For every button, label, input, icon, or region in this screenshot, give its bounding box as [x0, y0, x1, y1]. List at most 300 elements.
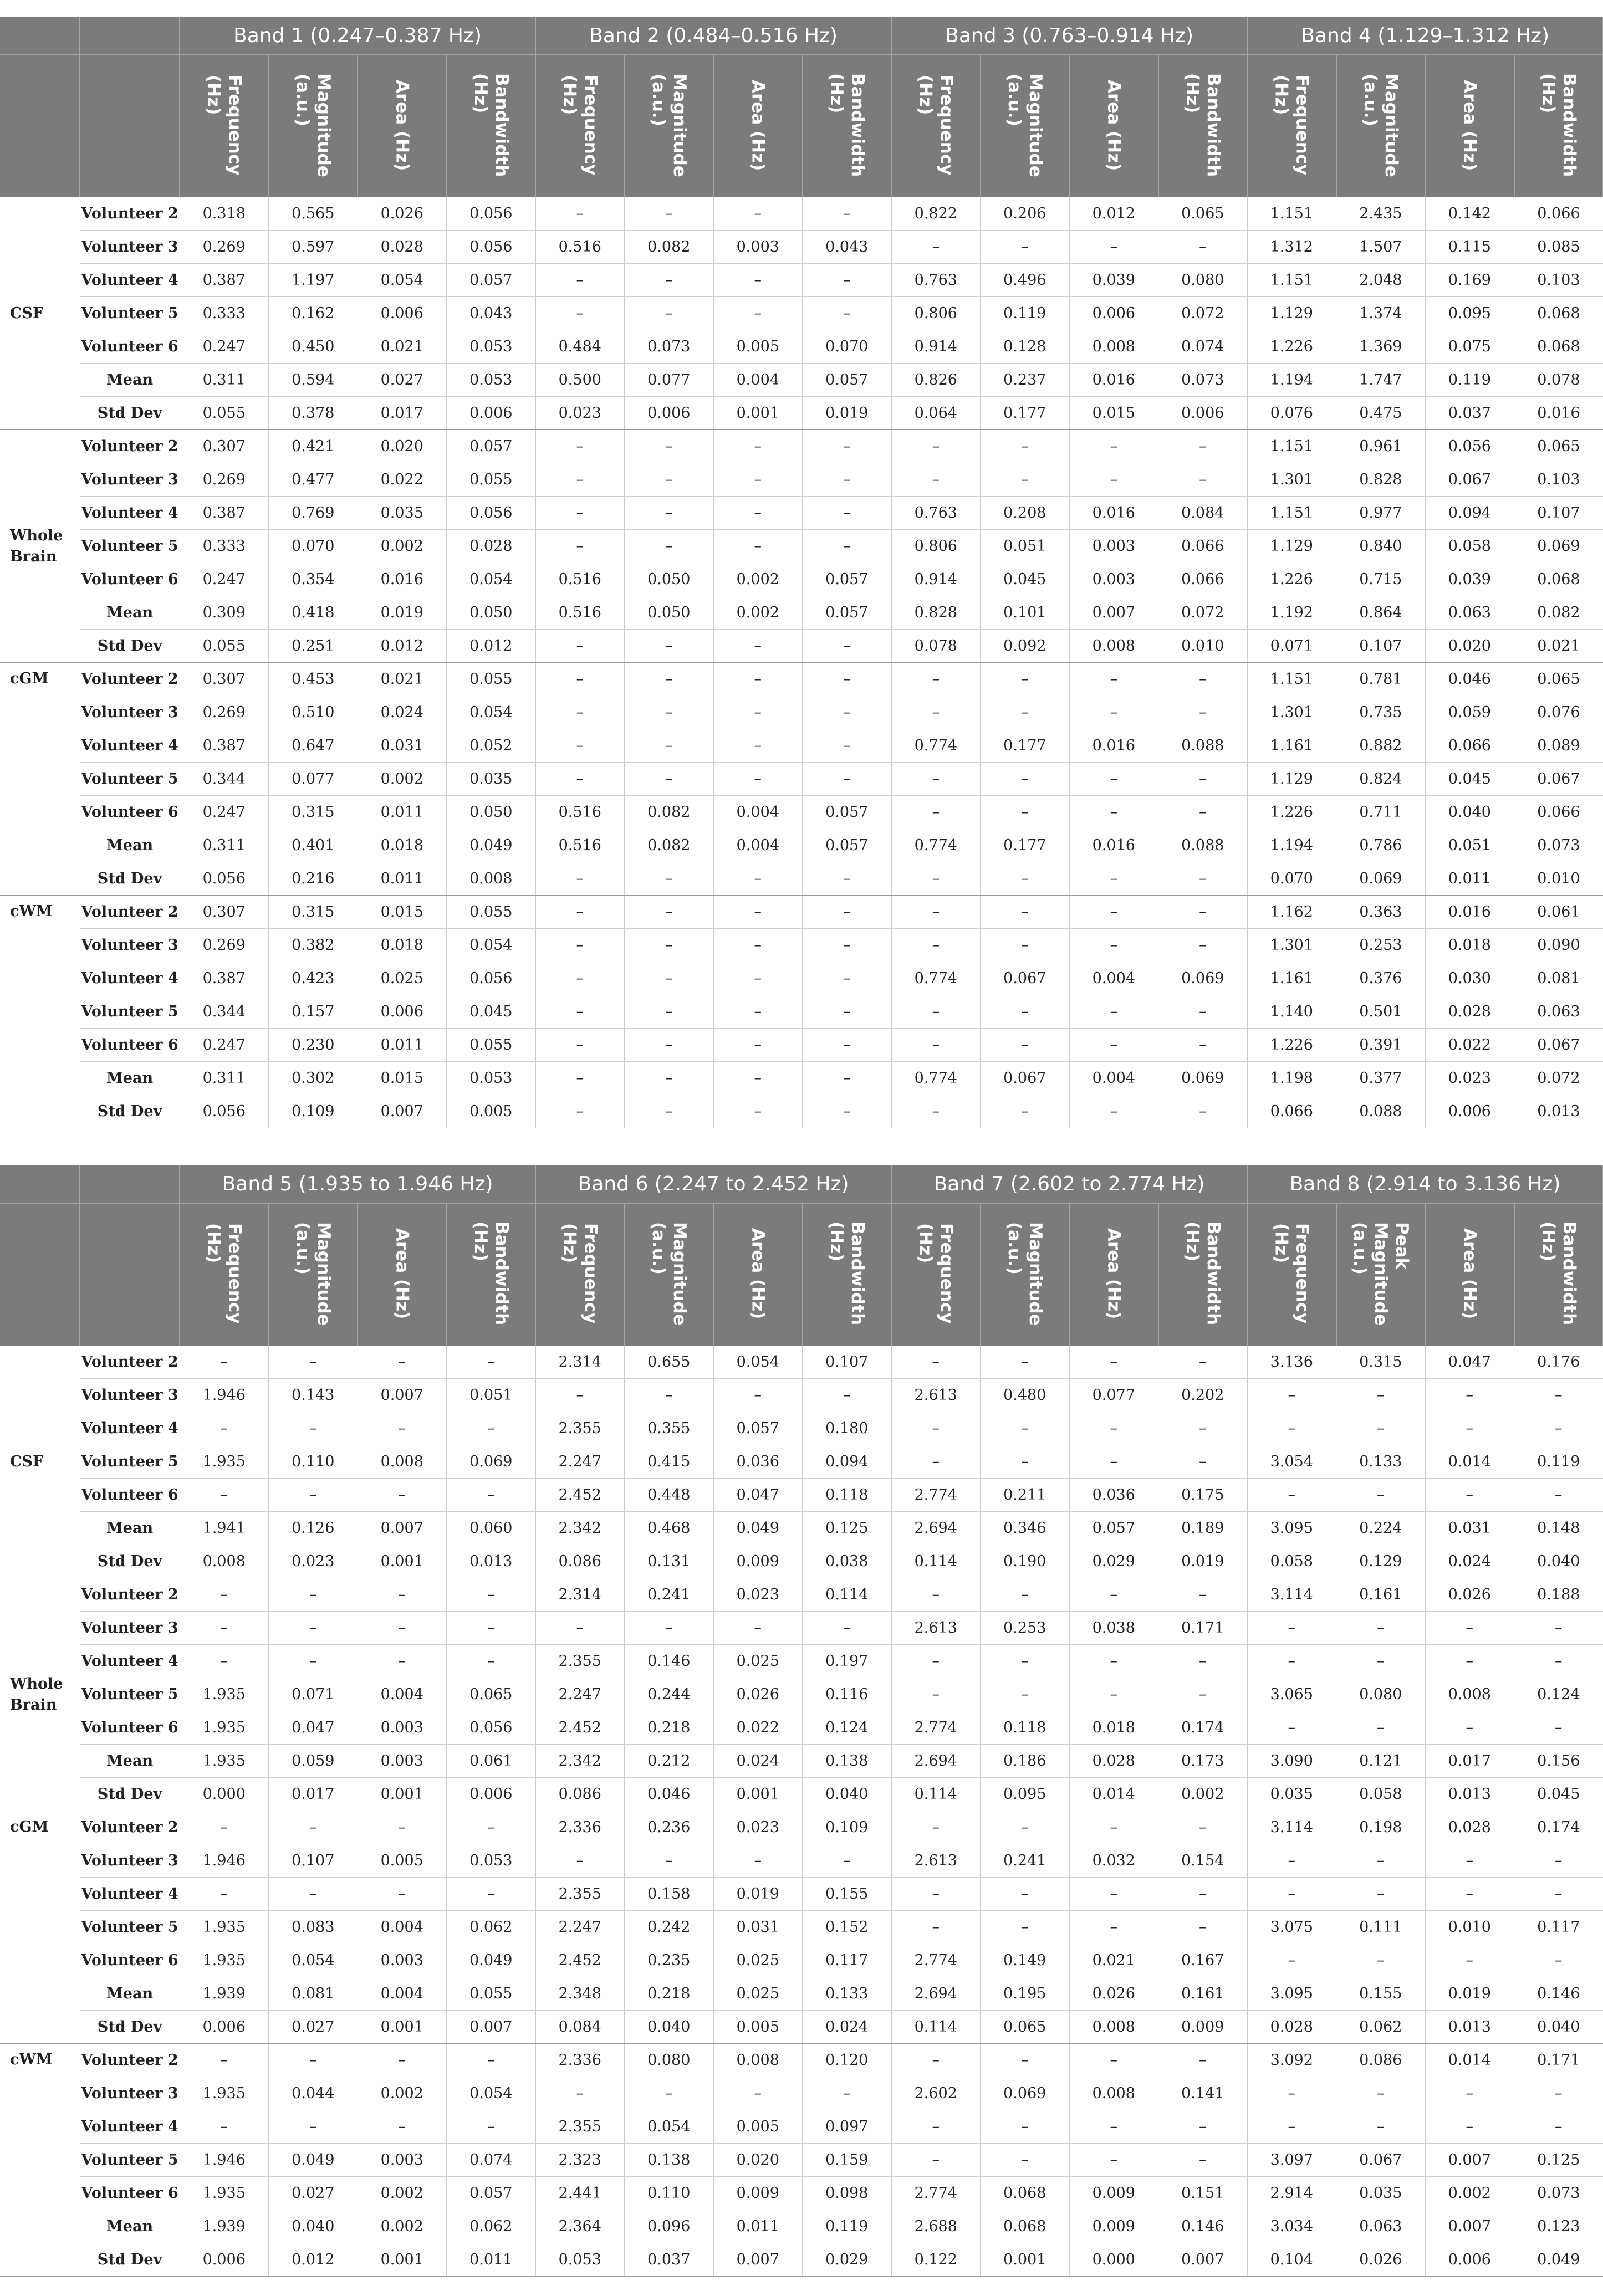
data-cell: –	[625, 929, 714, 962]
data-cell: –	[891, 1878, 981, 1911]
data-cell: –	[180, 2044, 269, 2077]
data-cell: 0.119	[981, 297, 1070, 330]
data-cell: –	[891, 1445, 981, 1479]
data-cell: 1.935	[180, 1745, 269, 1778]
row-label: Volunteer 6	[80, 330, 180, 364]
data-cell: 0.501	[1336, 995, 1426, 1029]
group-label: cGM	[0, 663, 80, 896]
data-cell: –	[891, 896, 981, 929]
data-cell: –	[269, 1578, 358, 1612]
data-cell: 0.453	[269, 663, 358, 696]
data-cell: 3.114	[1247, 1811, 1336, 1844]
row-label: Mean	[80, 2210, 180, 2243]
column-header	[1425, 55, 1514, 197]
data-cell: 0.074	[1158, 330, 1248, 364]
data-cell: 0.077	[1069, 1379, 1158, 1412]
data-cell: –	[1247, 1878, 1336, 1911]
data-cell: 0.002	[713, 596, 803, 630]
data-cell: –	[803, 1029, 892, 1062]
data-cell: 0.073	[1514, 2177, 1603, 2210]
row-label: Volunteer 4	[80, 1878, 180, 1911]
header-corner-group	[0, 17, 80, 55]
data-cell: 0.080	[625, 2044, 714, 2077]
data-cell: –	[535, 1062, 625, 1095]
data-cell: –	[803, 197, 892, 231]
data-cell: 0.067	[981, 1062, 1070, 1095]
data-cell: 0.516	[535, 796, 625, 829]
data-cell: 0.009	[713, 2177, 803, 2210]
data-cell: 0.019	[1425, 1977, 1514, 2011]
data-cell: 0.269	[180, 929, 269, 962]
data-cell: 0.208	[981, 497, 1070, 530]
group-label: Whole Brain	[0, 430, 80, 663]
data-cell: –	[1336, 2110, 1426, 2144]
column-header-text: Area (Hz)	[1104, 79, 1124, 171]
row-label: Volunteer 2	[80, 1578, 180, 1612]
data-cell: 0.040	[1514, 1545, 1603, 1578]
data-cell: 0.001	[358, 2011, 447, 2044]
data-cell: 0.003	[1069, 530, 1158, 563]
data-cell: 0.307	[180, 430, 269, 463]
data-cell: –	[358, 1645, 447, 1678]
data-cell: 0.315	[269, 796, 358, 829]
data-cell: 0.094	[1425, 497, 1514, 530]
data-cell: 0.005	[358, 1844, 447, 1878]
column-header	[891, 55, 981, 197]
data-cell: 3.114	[1247, 1578, 1336, 1612]
data-cell: 0.097	[803, 2110, 892, 2144]
data-cell: –	[1069, 995, 1158, 1029]
data-cell: 0.008	[180, 1545, 269, 1578]
data-cell: 0.236	[625, 1811, 714, 1844]
data-cell: 0.824	[1336, 763, 1426, 796]
data-cell: 0.594	[269, 364, 358, 397]
data-cell: –	[535, 896, 625, 929]
data-cell: –	[535, 763, 625, 796]
data-cell: 0.089	[1514, 729, 1603, 763]
data-cell: –	[180, 1612, 269, 1645]
data-cell: 0.027	[358, 364, 447, 397]
data-cell: 0.082	[625, 829, 714, 862]
data-cell: 0.774	[891, 829, 981, 862]
data-cell: –	[713, 463, 803, 497]
table-row	[0, 796, 1603, 829]
data-cell: 0.058	[1336, 1778, 1426, 1811]
data-cell: 0.186	[981, 1745, 1070, 1778]
column-header-text: Frequency (Hz)	[915, 1223, 957, 1324]
data-cell: –	[358, 1878, 447, 1911]
data-cell: –	[1069, 430, 1158, 463]
data-cell: 0.333	[180, 530, 269, 563]
column-header	[180, 1203, 269, 1346]
data-cell: 0.004	[1069, 962, 1158, 995]
data-cell: –	[891, 663, 981, 696]
data-cell: 1.939	[180, 2210, 269, 2243]
data-cell: 0.247	[180, 1029, 269, 1062]
column-header-text: Bandwidth (Hz)	[826, 1221, 867, 1326]
data-cell: –	[1069, 796, 1158, 829]
data-cell: 2.452	[535, 1711, 625, 1745]
data-cell: –	[1158, 1878, 1248, 1911]
data-cell: 2.602	[891, 2077, 981, 2110]
data-cell: 0.107	[803, 1346, 892, 1379]
data-cell: –	[981, 1412, 1070, 1445]
data-cell: 0.080	[1336, 1678, 1426, 1711]
column-header-text: Bandwidth (Hz)	[470, 1221, 512, 1326]
data-cell: 0.822	[891, 197, 981, 231]
data-cell: –	[891, 463, 981, 497]
band-title: Band 8 (2.914 to 3.136 Hz)	[1247, 1165, 1603, 1203]
data-cell: 1.198	[1247, 1062, 1336, 1095]
data-cell: 1.226	[1247, 796, 1336, 829]
data-cell: –	[803, 1062, 892, 1095]
data-cell: 0.045	[981, 563, 1070, 596]
column-header-text: Area (Hz)	[1104, 1228, 1124, 1320]
data-cell: 0.002	[713, 563, 803, 596]
data-cell: 0.049	[713, 1512, 803, 1545]
data-cell: –	[803, 630, 892, 663]
column-header-text: Magnitude (a.u.)	[1004, 1221, 1045, 1326]
data-cell: 0.071	[269, 1678, 358, 1711]
data-cell: –	[1425, 1612, 1514, 1645]
data-cell: 0.046	[625, 1778, 714, 1811]
data-cell: 0.054	[447, 563, 536, 596]
column-header-row	[0, 1203, 1603, 1346]
data-cell: 0.006	[180, 2011, 269, 2044]
data-cell: 0.510	[269, 696, 358, 729]
data-cell: –	[1247, 1944, 1336, 1977]
data-cell: –	[713, 630, 803, 663]
data-cell: –	[1158, 430, 1248, 463]
column-header	[269, 55, 358, 197]
data-cell: –	[535, 696, 625, 729]
data-cell: 1.226	[1247, 563, 1336, 596]
data-cell: 0.031	[358, 729, 447, 763]
data-cell: –	[535, 1612, 625, 1645]
data-cell: 0.173	[1158, 1745, 1248, 1778]
data-cell: 0.202	[1158, 1379, 1248, 1412]
data-cell: 0.003	[1069, 563, 1158, 596]
data-cell: 0.050	[447, 796, 536, 829]
data-cell: 0.111	[1336, 1911, 1426, 1944]
data-cell: 0.054	[358, 264, 447, 297]
data-cell: 3.054	[1247, 1445, 1336, 1479]
table-row	[0, 1711, 1603, 1745]
data-cell: 0.061	[447, 1745, 536, 1778]
data-cell: –	[1069, 2144, 1158, 2177]
data-cell: –	[713, 763, 803, 796]
data-cell: –	[1247, 1844, 1336, 1878]
table-row	[0, 1379, 1603, 1412]
data-cell: 0.040	[1425, 796, 1514, 829]
data-cell: 0.114	[891, 1778, 981, 1811]
data-cell: –	[447, 1811, 536, 1844]
data-cell: 0.035	[1247, 1778, 1336, 1811]
data-cell: –	[1069, 2110, 1158, 2144]
data-cell: –	[1158, 763, 1248, 796]
data-cell: 0.311	[180, 829, 269, 862]
data-cell: –	[981, 663, 1070, 696]
data-cell: 0.055	[180, 630, 269, 663]
data-cell: –	[1158, 1029, 1248, 1062]
data-cell: 2.355	[535, 1645, 625, 1678]
data-cell: 0.109	[803, 1811, 892, 1844]
data-cell: 0.011	[358, 1029, 447, 1062]
data-cell: 0.078	[1514, 364, 1603, 397]
data-cell: –	[803, 430, 892, 463]
data-cell: 0.131	[625, 1545, 714, 1578]
data-cell: 0.011	[358, 862, 447, 896]
data-cell: 0.054	[269, 1944, 358, 1977]
data-cell: 0.004	[713, 829, 803, 862]
data-cell: 2.247	[535, 1911, 625, 1944]
data-cell: 0.028	[447, 530, 536, 563]
row-label: Volunteer 3	[80, 231, 180, 264]
data-cell: –	[1514, 1645, 1603, 1678]
data-cell: 0.475	[1336, 397, 1426, 430]
data-cell: 0.053	[447, 364, 536, 397]
data-cell: –	[981, 862, 1070, 896]
data-cell: –	[447, 1578, 536, 1612]
table-row	[0, 962, 1603, 995]
data-cell: 0.056	[447, 962, 536, 995]
row-label: Volunteer 2	[80, 1346, 180, 1379]
data-cell: –	[891, 696, 981, 729]
data-cell: –	[891, 796, 981, 829]
data-cell: 0.062	[447, 2210, 536, 2243]
data-cell: 0.022	[358, 463, 447, 497]
row-label: Volunteer 6	[80, 2177, 180, 2210]
data-cell: 0.065	[447, 1678, 536, 1711]
data-cell: –	[713, 663, 803, 696]
data-cell: 0.094	[803, 1445, 892, 1479]
data-cell: –	[713, 729, 803, 763]
data-cell: 0.086	[535, 1545, 625, 1578]
data-cell: –	[981, 929, 1070, 962]
data-cell: –	[1069, 1412, 1158, 1445]
column-header	[1425, 1203, 1514, 1346]
data-cell: 0.158	[625, 1878, 714, 1911]
column-header-text: Bandwidth (Hz)	[470, 73, 512, 177]
row-label: Mean	[80, 1745, 180, 1778]
data-cell: –	[713, 2077, 803, 2110]
data-cell: 0.450	[269, 330, 358, 364]
data-cell: –	[981, 995, 1070, 1029]
data-cell: 0.120	[803, 2044, 892, 2077]
data-cell: 0.516	[535, 596, 625, 630]
column-header-text: Magnitude (a.u.)	[648, 73, 690, 177]
data-cell: 0.022	[1425, 1029, 1514, 1062]
data-cell: 0.655	[625, 1346, 714, 1379]
data-cell: 0.055	[447, 663, 536, 696]
data-cell: 0.138	[625, 2144, 714, 2177]
data-cell: 1.301	[1247, 463, 1336, 497]
data-cell: –	[803, 463, 892, 497]
band-title: Band 1 (0.247–0.387 Hz)	[180, 17, 535, 55]
data-cell: –	[713, 430, 803, 463]
data-cell: –	[891, 862, 981, 896]
data-cell: –	[269, 2044, 358, 2077]
data-cell: 0.190	[981, 1545, 1070, 1578]
data-cell: 0.009	[1158, 2011, 1248, 2044]
data-cell: 0.011	[713, 2210, 803, 2243]
data-cell: 0.840	[1336, 530, 1426, 563]
data-cell: 0.088	[1158, 729, 1248, 763]
data-cell: 0.082	[1514, 596, 1603, 630]
data-cell: 0.029	[803, 2243, 892, 2277]
column-header	[1158, 1203, 1248, 1346]
data-cell: 0.040	[1514, 2011, 1603, 2044]
data-cell: –	[803, 1844, 892, 1878]
data-cell: –	[1069, 1095, 1158, 1128]
data-cell: 0.044	[269, 2077, 358, 2110]
data-cell: 0.516	[535, 231, 625, 264]
data-cell: 0.037	[625, 2243, 714, 2277]
data-cell: 2.774	[891, 1711, 981, 1745]
data-cell: –	[1336, 1711, 1426, 1745]
data-cell: 0.056	[447, 1711, 536, 1745]
data-cell: –	[535, 1844, 625, 1878]
row-label: Volunteer 5	[80, 1445, 180, 1479]
data-cell: –	[625, 763, 714, 796]
data-cell: 0.133	[1336, 1445, 1426, 1479]
column-header	[1514, 1203, 1603, 1346]
data-cell: –	[713, 1379, 803, 1412]
data-cell: –	[1069, 1811, 1158, 1844]
data-cell: 1.935	[180, 2077, 269, 2110]
column-header-text: Bandwidth (Hz)	[1182, 1221, 1223, 1326]
column-header	[269, 1203, 358, 1346]
data-cell: –	[713, 929, 803, 962]
data-cell: 0.039	[1069, 264, 1158, 297]
data-cell: –	[981, 1678, 1070, 1711]
table-row	[0, 364, 1603, 397]
row-label: Volunteer 6	[80, 563, 180, 596]
data-cell: 0.068	[1514, 297, 1603, 330]
data-cell: 0.006	[447, 1778, 536, 1811]
table-row	[0, 1578, 1603, 1612]
column-header	[1336, 55, 1426, 197]
data-cell: 0.914	[891, 330, 981, 364]
data-cell: 0.103	[1514, 264, 1603, 297]
column-header	[625, 55, 714, 197]
data-cell: 0.031	[713, 1911, 803, 1944]
data-cell: 0.069	[1158, 962, 1248, 995]
data-cell: 0.786	[1336, 829, 1426, 862]
data-cell: –	[625, 1844, 714, 1878]
data-cell: 0.067	[1336, 2144, 1426, 2177]
data-cell: 0.468	[625, 1512, 714, 1545]
data-cell: 0.311	[180, 364, 269, 397]
data-cell: –	[1336, 1645, 1426, 1678]
data-cell: 1.162	[1247, 896, 1336, 929]
data-cell: 0.019	[803, 397, 892, 430]
data-cell: 0.311	[180, 1062, 269, 1095]
data-cell: –	[535, 630, 625, 663]
data-cell: 0.224	[1336, 1512, 1426, 1545]
data-cell: 0.423	[269, 962, 358, 995]
data-cell: –	[803, 962, 892, 995]
data-cell: 0.309	[180, 596, 269, 630]
row-label: Volunteer 2	[80, 663, 180, 696]
data-cell: 0.092	[981, 630, 1070, 663]
data-cell: 0.114	[891, 2011, 981, 2044]
data-cell: 0.002	[1158, 1778, 1248, 1811]
data-cell: –	[535, 663, 625, 696]
data-cell: 0.052	[447, 729, 536, 763]
data-cell: –	[535, 962, 625, 995]
data-cell: 2.774	[891, 1944, 981, 1977]
data-cell: 0.155	[1336, 1977, 1426, 2011]
data-cell: –	[1158, 2144, 1248, 2177]
data-cell: 0.126	[269, 1512, 358, 1545]
data-cell: 0.056	[447, 231, 536, 264]
data-cell: –	[358, 1612, 447, 1645]
data-cell: 0.007	[713, 2243, 803, 2277]
data-cell: 0.003	[358, 1944, 447, 1977]
data-cell: –	[1514, 1412, 1603, 1445]
data-cell: 0.251	[269, 630, 358, 663]
data-cell: 0.090	[1514, 929, 1603, 962]
data-cell: 0.068	[1514, 330, 1603, 364]
data-cell: –	[535, 264, 625, 297]
data-cell: 0.004	[713, 796, 803, 829]
data-cell: 0.007	[1425, 2210, 1514, 2243]
data-cell: 0.028	[1425, 995, 1514, 1029]
data-cell: 0.148	[1514, 1512, 1603, 1545]
data-cell: 0.019	[1158, 1545, 1248, 1578]
data-cell: 0.484	[535, 330, 625, 364]
data-cell: 0.000	[1069, 2243, 1158, 2277]
data-cell: 0.049	[269, 2144, 358, 2177]
data-cell: –	[803, 264, 892, 297]
data-cell: –	[180, 1645, 269, 1678]
data-cell: 0.067	[1425, 463, 1514, 497]
data-cell: 0.418	[269, 596, 358, 630]
data-cell: –	[1514, 2077, 1603, 2110]
column-header	[981, 55, 1070, 197]
data-cell: –	[1425, 1878, 1514, 1911]
data-cell: 0.007	[358, 1379, 447, 1412]
data-cell: –	[891, 231, 981, 264]
data-cell: 0.391	[1336, 1029, 1426, 1062]
data-cell: –	[803, 2077, 892, 2110]
data-cell: –	[891, 2110, 981, 2144]
data-cell: 0.004	[358, 1977, 447, 2011]
table-row	[0, 1512, 1603, 1545]
data-cell: 0.068	[1514, 563, 1603, 596]
data-cell: 0.125	[803, 1512, 892, 1545]
data-cell: –	[803, 497, 892, 530]
data-cell: 0.019	[358, 596, 447, 630]
data-cell: –	[891, 929, 981, 962]
table-row	[0, 829, 1603, 862]
table-row	[0, 2144, 1603, 2177]
data-cell: 0.069	[1336, 862, 1426, 896]
data-cell: –	[713, 1029, 803, 1062]
column-header-text: Area (Hz)	[1459, 1228, 1480, 1320]
data-cell: –	[625, 1095, 714, 1128]
data-cell: 0.027	[269, 2011, 358, 2044]
data-cell: 2.314	[535, 1578, 625, 1612]
data-cell: 0.001	[981, 2243, 1070, 2277]
data-cell: 2.688	[891, 2210, 981, 2243]
column-header	[713, 1203, 803, 1346]
data-cell: 0.056	[447, 197, 536, 231]
data-cell: 0.028	[1247, 2011, 1336, 2044]
data-cell: 0.006	[358, 995, 447, 1029]
table-row	[0, 2110, 1603, 2144]
